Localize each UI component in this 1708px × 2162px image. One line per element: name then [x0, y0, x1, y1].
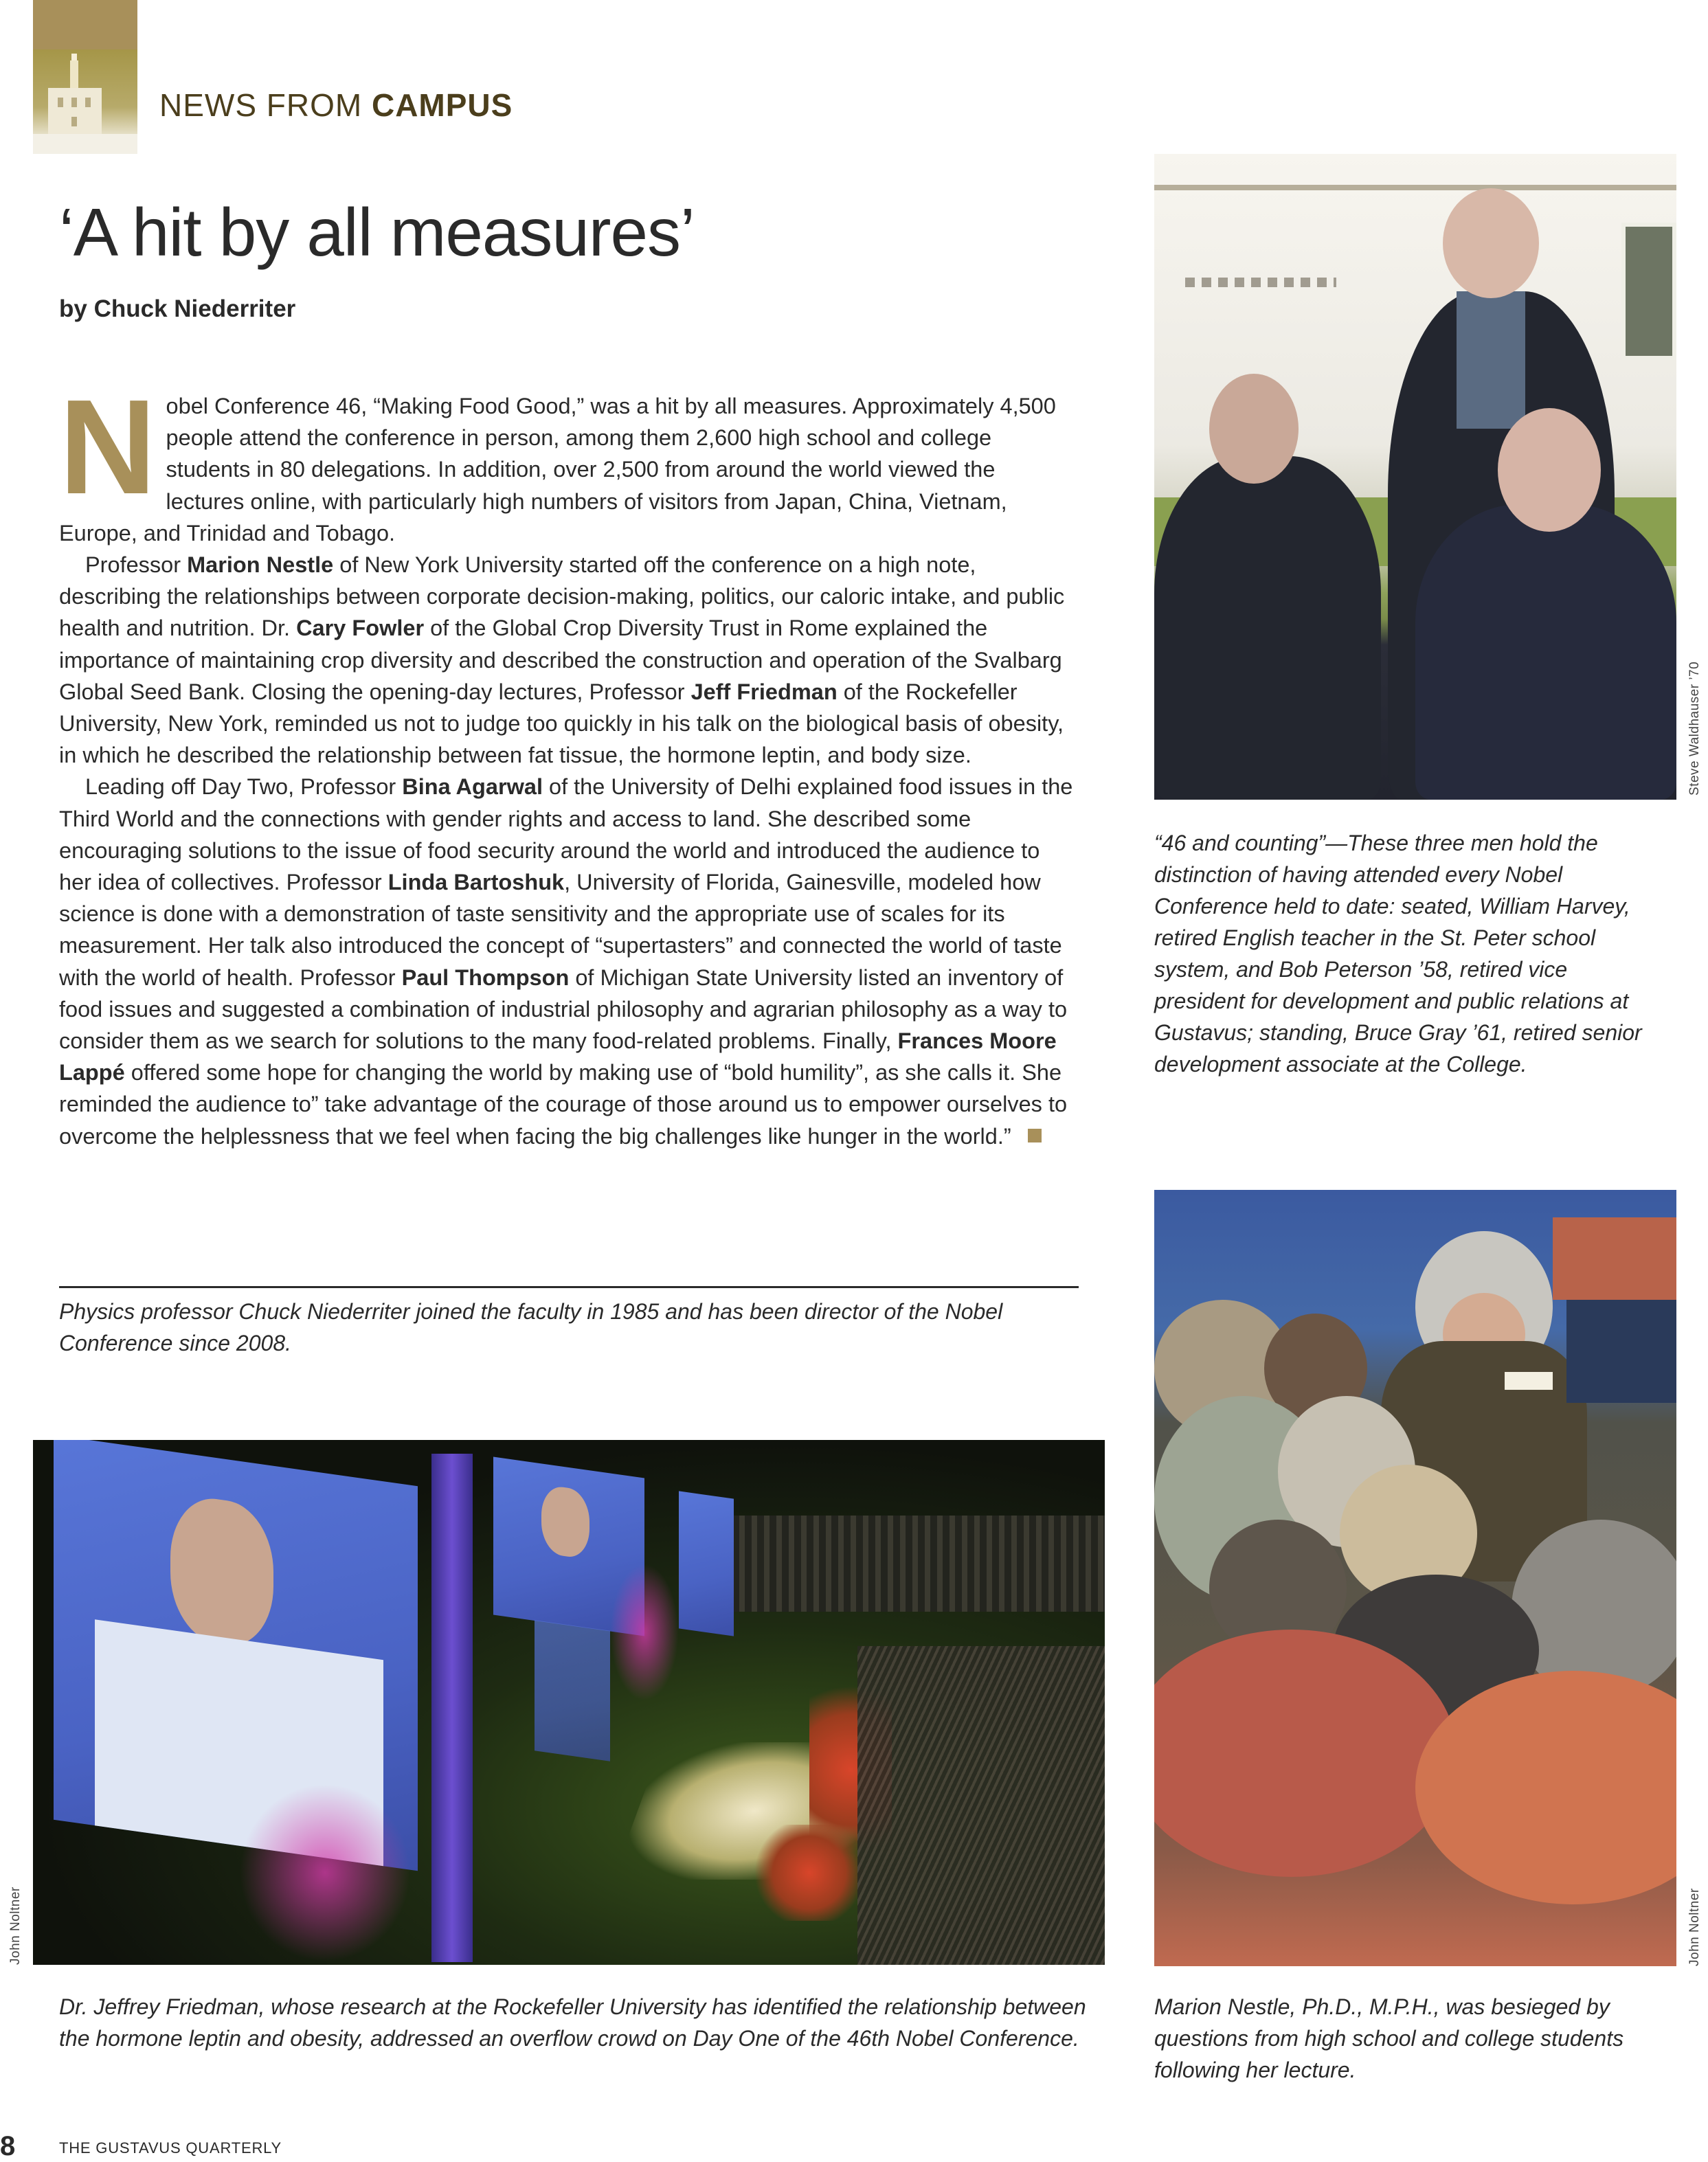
- photo-caption: “46 and counting”—These three men hold the distinction of having attended every Nobel Conference held to date: seated, William Harvey, retired English teacher in the St. Peter school system, and Bob Peterson ’58, retired vice president for development and public relations at Gustavus; standing, Bruce Gray ’61, retired senior development associate at the College.: [1154, 831, 1642, 1077]
- paragraph-text: [59, 552, 1064, 767]
- speaker-name: Frances Moore Lappé: [59, 1028, 1057, 1085]
- logo-building: [48, 88, 102, 136]
- text-segment: Leading off Day Two, Professor: [85, 774, 403, 800]
- drop-cap: N: [59, 372, 157, 522]
- photo-detail: [431, 1454, 473, 1962]
- photo-credit: John Noltner: [8, 1887, 23, 1965]
- photo-nestle-students: [1154, 1190, 1676, 1966]
- photo-caption: Dr. Jeffrey Friedman, whose research at the Rockefeller University has identified the relationship between the hormone leptin and obesity, addressed an overflow crowd on Day One of the 46th Nobel Conference.: [59, 1994, 1086, 2051]
- photo-detail: [541, 1484, 589, 1559]
- photo-detail: [1621, 223, 1676, 360]
- author-bio: Physics professor Chuck Niederriter joined the faculty in 1985 and has been director of the Nobel Conference since 2008.: [59, 1299, 1003, 1355]
- publication-name: THE GUSTAVUS QUARTERLY: [59, 2139, 282, 2157]
- text-segment: offered some hope for changing the world by making use of “bold humility”, as she calls it. She reminded the audience to” take advantage of the courage of those around us to empower ourselves to overcome the helplessness that we feel when facing the big challenges like hunger in the world.”: [59, 1060, 1068, 1149]
- photo-detail: [720, 1516, 1105, 1612]
- speaker-name: Jeff Friedman: [690, 679, 838, 704]
- photo-credit: John Noltner: [1687, 1888, 1702, 1966]
- section-label: [159, 87, 513, 124]
- speaker-name: Paul Thompson: [401, 965, 570, 990]
- paragraph-text: [59, 774, 1072, 1148]
- section-label-prefix: NEWS FROM: [159, 87, 363, 123]
- photo-detail: [857, 1646, 1105, 1965]
- text-segment: of Michigan State University listed an inventory of food issues and suggested a combination of industrial philosophy and agrarian philosophy as a way to consider them as we search for solutions to the many food-related problems. Finally,: [59, 965, 1068, 1054]
- photo-friedman-stage: [33, 1440, 1105, 1965]
- text-segment: Professor: [85, 552, 188, 578]
- photo-detail: [535, 1620, 610, 1761]
- photo-caption: Marion Nestle, Ph.D., M.P.H., was besieged by questions from high school and college students following her lecture.: [1154, 1994, 1624, 2082]
- article-paragraph: [59, 372, 1076, 549]
- section-logo-campus-building: [33, 0, 137, 154]
- page-number: 8: [0, 2131, 16, 2161]
- speaker-name: Cary Fowler: [296, 616, 425, 641]
- article-title: ‘A hit by all measures’: [59, 194, 695, 270]
- text-segment: , University of Florida, Gainesville, modeled how science is done with a demonstration of taste sensitivity and the appropriate use of scales for its measurement. Her talk also introduced the concept of “supertasters” and connected the world of taste with the world of health. Professor: [59, 870, 1062, 990]
- text-segment: of New York University started off the conference on a high note, describing the relationships between corporate decision-making, politics, our caloric intake, and public health and nutrition. Dr.: [59, 552, 1065, 641]
- photo-detail: [610, 1564, 679, 1701]
- photo-detail: [1553, 1217, 1676, 1300]
- photo-credit: Steve Waldhauser ’70: [1687, 661, 1702, 796]
- photo-detail: [754, 1825, 864, 1921]
- photo-detail: [1209, 374, 1299, 484]
- photo-detail: [1443, 188, 1539, 298]
- text-segment: of the Global Crop Diversity Trust in Rome explained the importance of maintaining crop diversity and described the construction and operation of the Svalbarg Global Seed Bank. Closing the opening-day lectures, Professor: [59, 616, 1062, 704]
- text-segment: obel Conference 46, “Making Food Good,” was a hit by all measures. Approximately 4,500 people attend the conference in person, among them 2,600 high school and college students in 80 delegations. In addition, over 2,500 from around the world viewed the lectures online, with particularly high numbers of visitors from Japan, China, Vietnam, Europe, and Trinidad and Tobago.: [59, 394, 1056, 545]
- photo-detail: [1457, 291, 1525, 429]
- bio-divider: [59, 1286, 1079, 1288]
- article-body: [59, 372, 1076, 1152]
- photo-detail: [679, 1491, 734, 1636]
- photo-detail: [239, 1783, 411, 1962]
- article-paragraph: [59, 549, 1076, 771]
- photo-detail: [1154, 185, 1676, 190]
- article-paragraph: [59, 771, 1076, 1151]
- speaker-name: Bina Agarwal: [402, 774, 543, 800]
- section-label-emphasis: CAMPUS: [371, 87, 513, 123]
- photo-detail: [1505, 1372, 1553, 1390]
- end-of-article-mark-icon: [1028, 1129, 1042, 1142]
- text-segment: of the University of Delhi explained food issues in the Third World and the connections with gender rights and access to land. She described some encouraging solutions to the issue of food security around the world and introduced the audience to her idea of collectives. Professor: [59, 774, 1073, 895]
- photo-detail: [1154, 456, 1381, 800]
- text-segment: of the Rockefeller University, New York, reminded us not to judge too quickly in his talk on the biological basis of obesity, in which he described the relationship between fat tissue, the hormone leptin, and body size.: [59, 679, 1064, 768]
- logo-tower: [70, 60, 78, 88]
- speaker-name: Linda Bartoshuk: [387, 870, 565, 895]
- photo-three-men: [1154, 154, 1676, 800]
- photo-detail: [1415, 504, 1676, 800]
- photo-detail: [1498, 408, 1601, 532]
- paragraph-text: [59, 372, 1056, 545]
- speaker-name: Marion Nestle: [187, 552, 334, 578]
- article-byline: by Chuck Niederriter: [59, 295, 296, 322]
- photo-detail: [1185, 278, 1336, 287]
- photo-detail: [170, 1493, 273, 1652]
- photo-detail: [1566, 1300, 1676, 1403]
- logo-base: [33, 134, 137, 154]
